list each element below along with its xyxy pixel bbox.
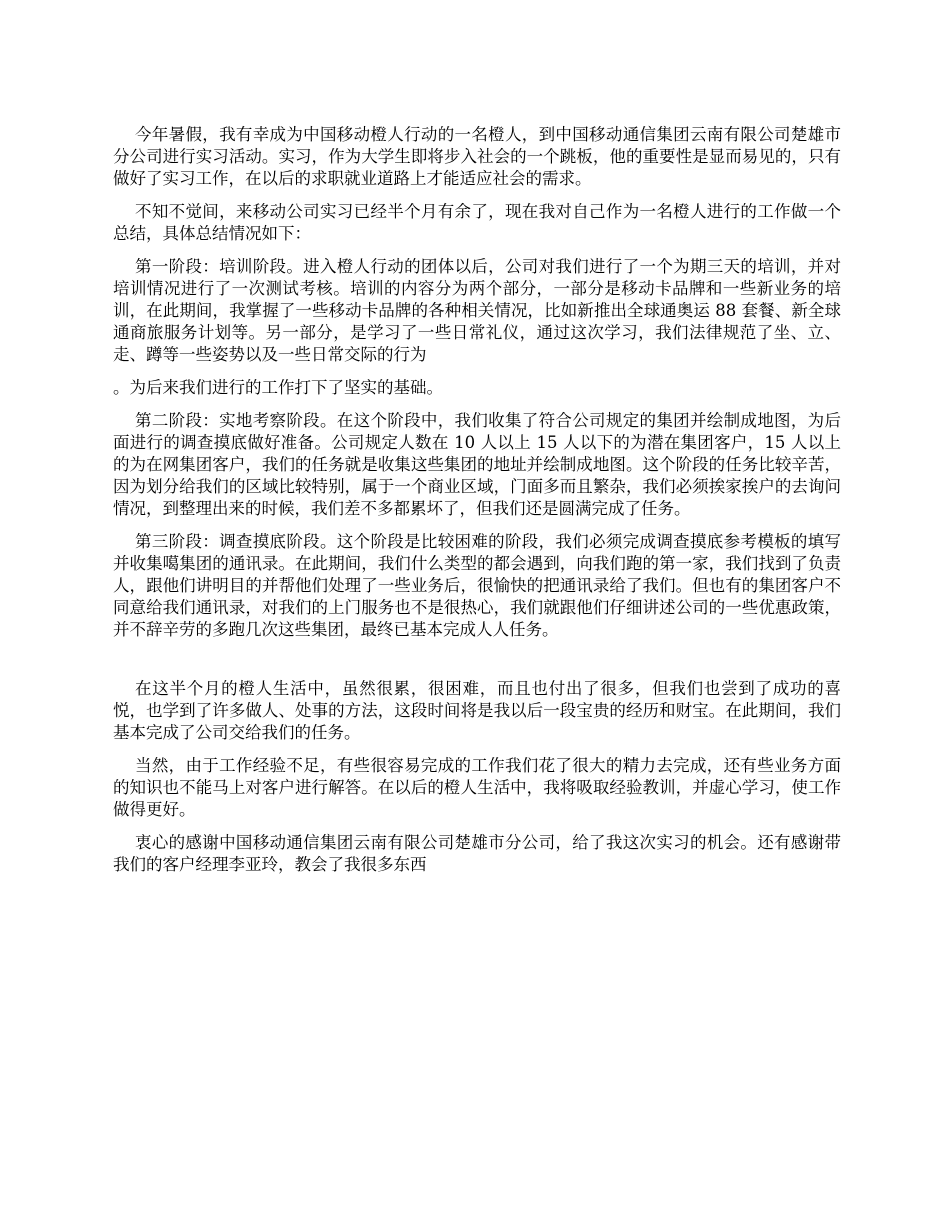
paragraph-intro: 今年暑假，我有幸成为中国移动橙人行动的一名橙人，到中国移动通信集团云南有限公司楚雄市分公司进行实习活动。实习，作为大学生即将步入社会的一个跳板，他的重要性是显而易见的，只有做好了实习工作，在以后的求职就业道路上才能适应社会的需求。 xyxy=(113,125,841,188)
paragraph-stage-three: 第三阶段：调查摸底阶段。这个阶段是比较困难的阶段，我们必须完成调查摸底参考模板的填写并收集噶集团的通讯录。在此期间，我们什么类型的都会遇到，向我们跑的第一家，我们找到了负责人，跟他们讲明目的并帮他们处理了一些业务后，很愉快的把通讯录给了我们。但也有的集团客户不同意给我们通讯录，对我们的上门服务也不是很热心，我们就跟他们仔细讲述公司的一些优惠政策，并不辞辛劳的多跑几次这些集团，最终已基本完成人人任务。 xyxy=(113,532,841,639)
paragraph-thanks: 衷心的感谢中国移动通信集团云南有限公司楚雄市分公司，给了我这次实习的机会。还有感谢带我们的客户经理李亚玲，教会了我很多东西 xyxy=(113,833,841,874)
paragraph-stage-one-continued: 。为后来我们进行的工作打下了坚实的基础。 xyxy=(113,378,443,397)
paragraph-summary-intro: 不知不觉间，来移动公司实习已经半个月有余了，现在我对自己作为一名橙人进行的工作做一个总结，具体总结情况如下： xyxy=(113,202,841,243)
paragraph-stage-one: 第一阶段：培训阶段。进入橙人行动的团体以后，公司对我们进行了一个为期三天的培训，并对培训情况进行了一次测试考核。培训的内容分为两个部分，一部分是移动卡品牌和一些新业务的培训，在此期间，我掌握了一些移动卡品牌的各种相关情况，比如新推出全球通奥运 88 套餐、新全球通商旅服务计划等。另一部分，是学习了一些日常礼仪，通过这次学习，我们法律规范了坐、立、走、蹲等一些姿势以及一些日常交际的行为 xyxy=(113,257,841,364)
paragraph-reflection: 在这半个月的橙人生活中，虽然很累，很困难，而且也付出了很多，但我们也尝到了成功的喜悦，也学到了许多做人、处事的方法，这段时间将是我以后一段宝贵的经历和财宝。在此期间，我们基本完成了公司交给我们的任务。 xyxy=(113,679,841,742)
paragraph-spacer xyxy=(113,652,841,678)
paragraph-lessons: 当然，由于工作经验不足，有些很容易完成的工作我们花了很大的精力去完成，还有些业务方面的知识也不能马上对客户进行解答。在以后的橙人生活中，我将吸取经验教训，并虚心学习，使工作做得更好。 xyxy=(113,756,841,819)
document-body xyxy=(113,124,841,887)
paragraph-stage-two: 第二阶段：实地考察阶段。在这个阶段中，我们收集了符合公司规定的集团并绘制成地图，为后面进行的调查摸底做好准备。公司规定人数在 10 人以上 15 人以下的为潜在集团客户，15 人以上的为在网集团客户，我们的任务就是收集这些集团的地址并绘制成地图。这个阶段的任务比较辛苦，因为划分给我们的区域比较特别，属于一个商业区域，门面多而且繁杂，我们必须挨家挨户的去询问情况，到整理出来的时候，我们差不多都累坏了，但我们还是圆满完成了任务。 xyxy=(113,411,841,518)
